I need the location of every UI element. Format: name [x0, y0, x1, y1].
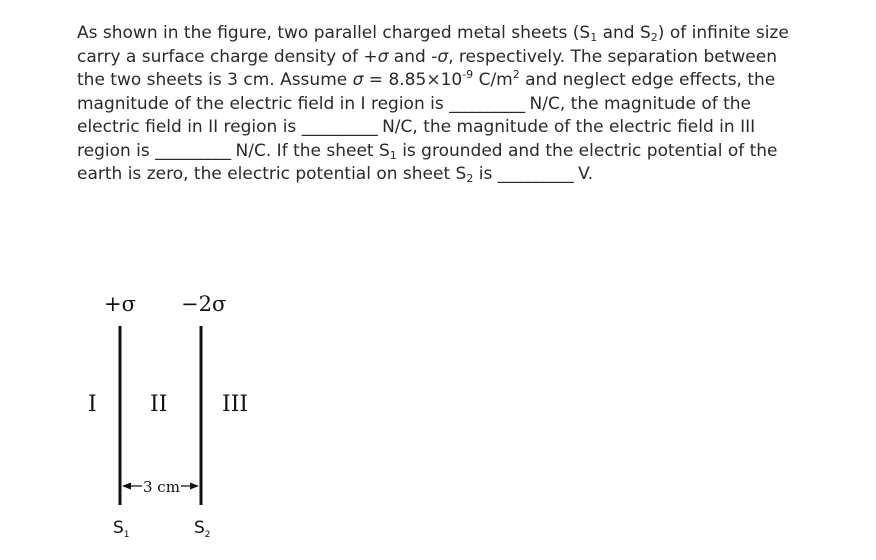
text-t4: , respectively. The separation between the two sheets is 3 cm. Assume	[77, 46, 777, 90]
exponent: -9	[462, 68, 474, 81]
s2-subscript: 2	[466, 172, 474, 185]
unit-text: C/m	[473, 70, 513, 90]
text-t11: is	[473, 164, 498, 184]
text-t10: is grounded and the electric potential of the earth is zero, the electric potential on sheet S	[77, 140, 778, 184]
sigma-symbol: σ	[352, 70, 364, 90]
answer-blank-1: __________	[449, 93, 525, 114]
sheet-label-s2: $S_2$	[194, 518, 211, 540]
answer-blank-4: __________	[497, 164, 573, 184]
s1-subscript: 1	[389, 148, 397, 162]
charge-label-s2: −2σ	[181, 292, 227, 316]
answer-blank-2: __________	[301, 117, 377, 137]
text-intro: As shown in the figure, two parallel charged metal sheets (S	[77, 23, 591, 43]
ten-base: 10	[440, 70, 463, 90]
text-t5: = 8.85	[363, 70, 427, 90]
arrowhead-left-icon	[122, 483, 131, 490]
text-t8: N/C, the magnitude of the electric field in III region is	[77, 117, 756, 161]
text-t7: N/C, the magnitude of the electric field in II region is	[77, 93, 752, 137]
charge-label-s1: +σ	[104, 292, 136, 316]
arrowhead-right-icon	[190, 483, 199, 490]
region-label-2: II	[150, 392, 168, 417]
region-label-3: III	[222, 392, 249, 417]
text-t9: N/C. If the sheet S	[230, 140, 390, 161]
text-t12: V.	[572, 164, 593, 184]
separation-label: 3 cm	[143, 478, 180, 496]
text-t3: and -	[388, 46, 438, 67]
question-text	[77, 22, 807, 187]
text-t2: ) of infinite size carry a surface charge density of +	[77, 23, 789, 67]
sheet-label-s1: $S_1$	[113, 518, 130, 540]
sigma-symbol: σ	[377, 46, 389, 67]
times-symbol: ×	[426, 70, 441, 90]
s2-subscript: 2	[650, 31, 658, 44]
region-label-1: I	[88, 392, 97, 417]
text-t6: and neglect edge effects, the magnitude of the electric field in I region is	[77, 70, 776, 114]
text-t1: and S	[597, 23, 651, 43]
unit-exponent: 2	[512, 68, 520, 81]
question-paragraph	[77, 22, 807, 187]
answer-blank-3: __________	[155, 140, 231, 161]
sigma-symbol: σ	[437, 46, 449, 67]
s1-subscript: 1	[590, 31, 598, 44]
